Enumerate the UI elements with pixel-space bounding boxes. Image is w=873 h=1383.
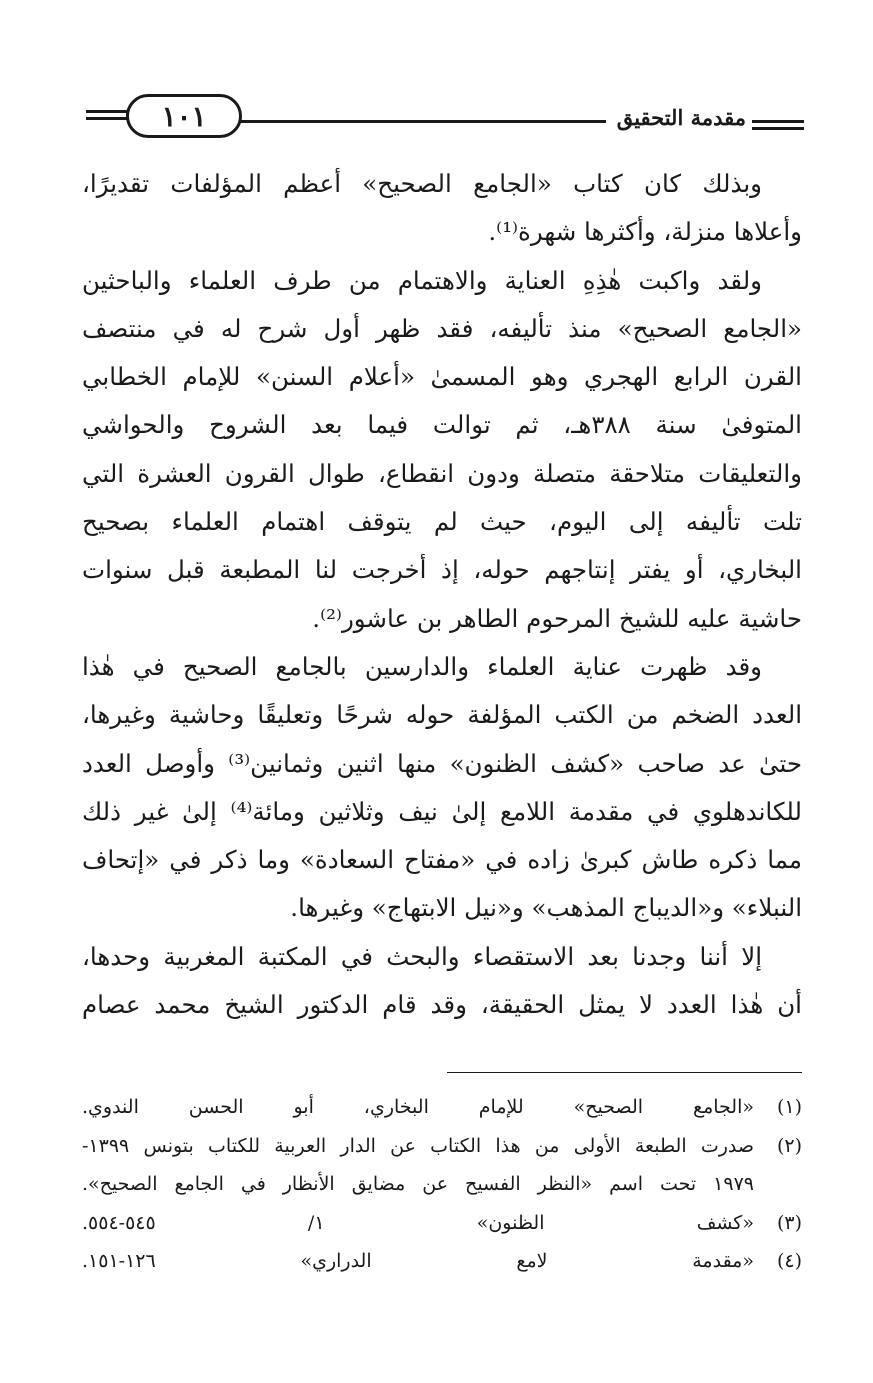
footnote-line: ١٩٧٩ تحت اسم «النظر الفسيح عن مضايق الأنظار في الجامع الصحيح». [82, 1173, 754, 1195]
footnote-number: (٢) [776, 1134, 802, 1157]
text-line: والتعليقات متلاحقة متصلة ودون انقطاع، طوال القرون العشرة التي [82, 458, 802, 488]
footnote-text [82, 1204, 754, 1243]
footnote-1 [82, 1088, 802, 1127]
text-line: للكاندهلوي في مقدمة اللامع إلىٰ نيف وثلاثين ومائة⁽⁴⁾ إلىٰ غير ذلك [82, 796, 802, 826]
header-rule-right-2 [752, 127, 804, 130]
footnote-number: (٣) [776, 1211, 802, 1234]
text-line: حتىٰ عد صاحب «كشف الظنون» منها اثنين وثمانين⁽³⁾ وأوصل العدد [82, 748, 802, 778]
footnote-line: «مقدمة لامع الدراري» ١٢٦-١٥١. [82, 1250, 754, 1272]
paragraph-1 [82, 160, 802, 257]
paragraph-4 [82, 933, 802, 1030]
footnote-2 [82, 1127, 802, 1204]
page-header [86, 92, 804, 142]
text-line: العدد الضخم من الكتب المؤلفة حوله شرحًا وتعليقًا وحاشية وغيرها، [82, 700, 802, 730]
text-line: حاشية عليه للشيخ المرحوم الطاهر بن عاشور⁽²⁾. [312, 603, 802, 633]
footnote-line: «كشف الظنون» ١/ ٥٤٥-٥٥٤. [82, 1211, 754, 1234]
footnote-line: «الجامع الصحيح» للإمام البخاري، أبو الحسن الندوي. [82, 1096, 754, 1118]
text-line: تلت تأليفه إلى اليوم، حيث لم يتوقف اهتمام العلماء بصحيح [82, 507, 802, 537]
footnote-3 [82, 1204, 802, 1243]
paragraph-3 [82, 643, 802, 933]
text-line: وأعلاها منزلة، وأكثرها شهرة⁽¹⁾. [488, 217, 802, 247]
running-title: مقدمة التحقيق [616, 105, 746, 130]
text-line: وبذلك كان كتاب «الجامع الصحيح» أعظم المؤلفات تقديرًا، [82, 169, 762, 198]
page-number [126, 94, 242, 138]
text-line: أن هٰذا العدد لا يمثل الحقيقة، وقد قام الدكتور الشيخ محمد عصام [82, 990, 802, 1020]
text-line: وقد ظهرت عناية العلماء والدارسين بالجامع الصحيح في هٰذا [82, 651, 762, 681]
page-number-text: ١٠١ [161, 99, 207, 133]
footnote-4 [82, 1242, 802, 1281]
text-line: النبلاء» و«الديباج المذهب» و«نيل الابتهاج» وغيرها. [290, 893, 802, 923]
text-line: ولقد واكبت هٰذِهِ العناية والاهتمام من طرف العلماء والباحثين [82, 265, 762, 295]
footnote-separator [447, 1072, 802, 1073]
footnote-line: صدرت الطبعة الأولى من هذا الكتاب عن الدار العربية للكتاب بتونس ١٣٩٩- [82, 1134, 754, 1157]
text-line: مما ذكره طاش كبرىٰ زاده في «مفتاح السعادة» وما ذكر في «إتحاف [82, 845, 802, 875]
text-line: إلا أننا وجدنا بعد الاستقصاء والبحث في المكتبة المغربية وحدها، [82, 941, 762, 971]
footnote-text [82, 1088, 754, 1127]
text-line: «الجامع الصحيح» منذ تأليفه، فقد ظهر أول شرح له في منتصف [82, 313, 802, 343]
footnote-number: (٤) [776, 1250, 802, 1272]
footnote-text [82, 1127, 754, 1204]
body-text [82, 160, 802, 1029]
text-line: القرن الرابع الهجري وهو المسمىٰ «أعلام السنن» للإمام الخطابي [82, 362, 802, 392]
paragraph-2 [82, 257, 802, 643]
text-line: البخاري، أو يفتر إنتاجهم حوله، إذ أخرجت لنا المطبعة قبل سنوات [82, 555, 802, 585]
footnotes [82, 1088, 802, 1281]
text-line: المتوفىٰ سنة ٣٨٨هـ، ثم توالت فيما بعد الشروح والحواشي [82, 410, 802, 440]
header-rule-middle [236, 120, 606, 123]
footnote-text [82, 1242, 754, 1281]
footnote-number: (١) [776, 1096, 802, 1118]
header-rule-right [752, 120, 804, 123]
